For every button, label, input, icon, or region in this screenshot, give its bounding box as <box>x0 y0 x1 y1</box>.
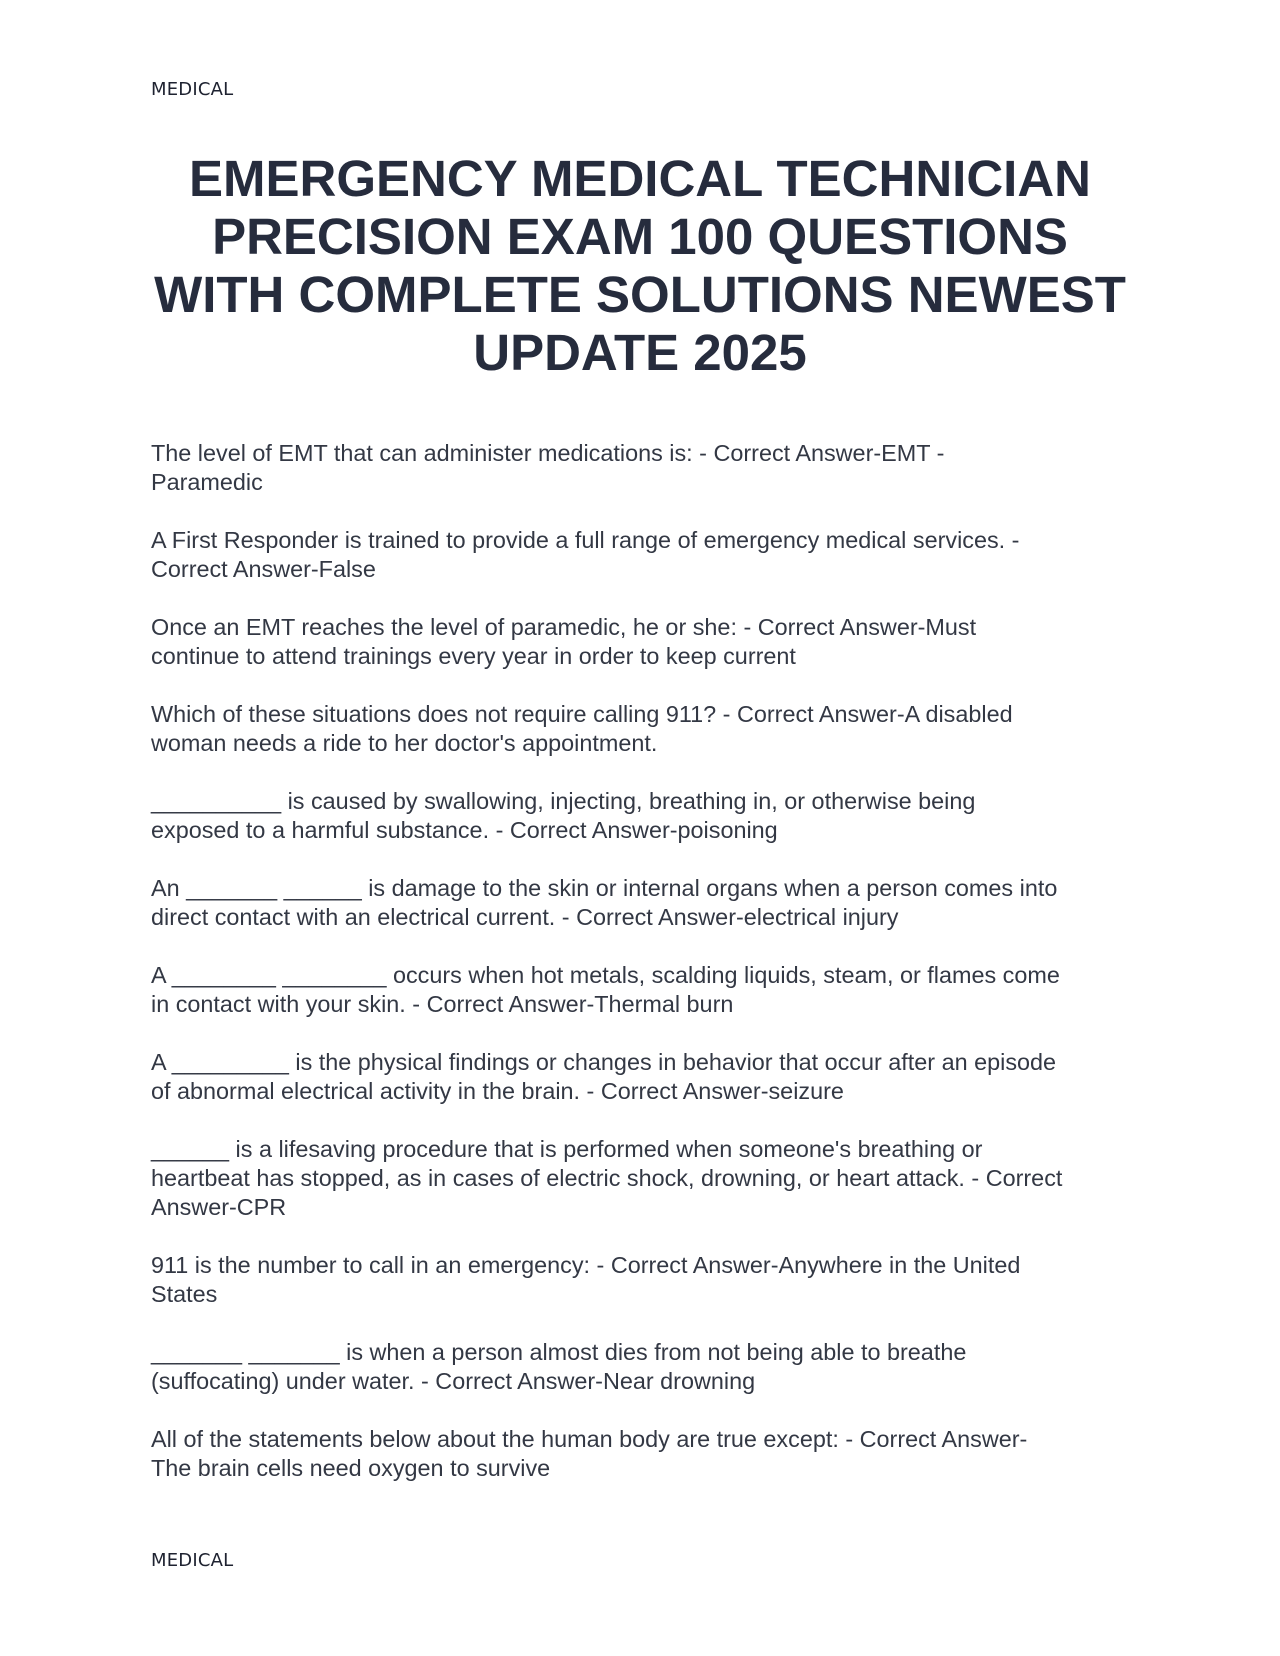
question-item-8: A _________ is the physical findings or changes in behavior that occur after an episode of abnormal electrical activity in the brain. - Correct Answer-seizure <box>151 1049 1057 1104</box>
question-item-2: A First Responder is trained to provide a full range of emergency medical services. - Correct Answer-False <box>151 527 1020 582</box>
question-item-7: A ________ ________ occurs when hot metals, scalding liquids, steam, or flames come in contact with your skin. - Correct Answer-Thermal burn <box>151 962 1060 1017</box>
question-item-5: __________ is caused by swallowing, injecting, breathing in, or otherwise being exposed to a harmful substance. - Correct Answer-poisoning <box>151 788 976 843</box>
running-header: MEDICAL <box>151 79 234 100</box>
question-item-6: An _______ ______ is damage to the skin or internal organs when a person comes into direct contact with an electrical current. - Correct Answer-electrical injury <box>151 875 1058 930</box>
question-item-4: Which of these situations does not require calling 911? - Correct Answer-A disabled woman needs a ride to her doctor's appointment. <box>151 701 1013 756</box>
question-list <box>151 439 1141 1512</box>
document-title: EMERGENCY MEDICAL TECHNICIAN PRECISION EXAM 100 QUESTIONS WITH COMPLETE SOLUTIONS NEWEST UPDATE 2025 <box>154 150 1126 381</box>
question-item-11: _______ _______ is when a person almost dies from not being able to breathe (suffocating) under water. - Correct Answer-Near drowning <box>151 1339 967 1394</box>
question-item-3: Once an EMT reaches the level of paramedic, he or she: - Correct Answer-Must continue to attend trainings every year in order to keep current <box>151 614 977 669</box>
question-item-9: ______ is a lifesaving procedure that is performed when someone's breathing or heartbeat has stopped, as in cases of electric shock, drowning, or heart attack. - Correct Answer-CPR <box>151 1136 1063 1220</box>
question-item-1: The level of EMT that can administer medications is: - Correct Answer-EMT - Paramedic <box>151 440 945 495</box>
question-item-12: All of the statements below about the human body are true except: - Correct Answer- The brain cells need oxygen to survive <box>151 1426 1028 1481</box>
question-item-10: 911 is the number to call in an emergency: - Correct Answer-Anywhere in the United States <box>151 1252 1021 1307</box>
running-footer: MEDICAL <box>151 1550 234 1571</box>
